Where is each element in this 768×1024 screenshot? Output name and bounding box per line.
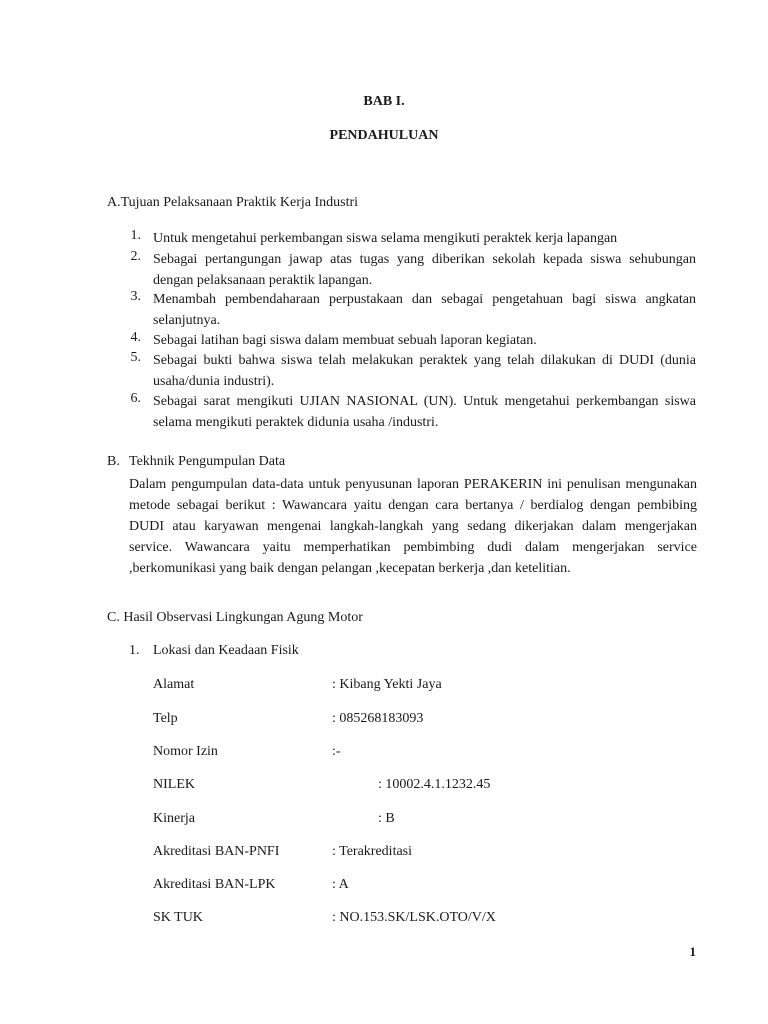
section-a-heading: A.Tujuan Pelaksanaan Praktik Kerja Industri [107, 195, 359, 210]
info-value: : NO.153.SK/LSK.OTO/V/X [332, 910, 496, 925]
info-label: Nomor Izin [153, 744, 218, 759]
info-label: Kinerja [153, 811, 195, 826]
info-value: : Kibang Yekti Jaya [332, 677, 442, 692]
info-value: : 085268183093 [332, 711, 424, 726]
list-item-text: Sebagai sarat mengikuti UJIAN NASIONAL (UN). Untuk mengetahui perkembangan siswa selama mengikuti peraktek didunia usaha /industri. [153, 394, 696, 430]
info-label: Telp [153, 711, 178, 726]
list-item-text: Sebagai bukti bahwa siswa telah melakukan peraktek yang telah dilakukan di DUDI (dunia usaha/dunia industri). [153, 353, 696, 389]
list-item-number: 2. [130, 249, 141, 264]
info-value: : B [378, 811, 395, 826]
info-value: : A [332, 877, 349, 892]
info-value: :- [332, 744, 341, 759]
section-c-sub-heading: Lokasi dan Keadaan Fisik [153, 643, 299, 658]
info-value: : 10002.4.1.1232.45 [378, 777, 491, 792]
info-label: Akreditasi BAN-LPK [153, 877, 276, 892]
section-c-heading: C. Hasil Observasi Lingkungan Agung Motor [107, 610, 363, 625]
chapter-label: BAB I. [363, 94, 405, 109]
page-number: 1 [689, 944, 696, 959]
list-item-number: 5. [130, 350, 141, 365]
info-label: Akreditasi BAN-PNFI [153, 844, 280, 859]
section-b-heading: Tekhnik Pengumpulan Data [129, 454, 286, 469]
list-item-text: Untuk mengetahui perkembangan siswa selama mengikuti peraktek kerja lapangan [153, 231, 618, 246]
list-item-text: Menambah pembendaharaan perpustakaan dan sebagai pengetahuan bagi siswa angkatan selanjutnya. [153, 292, 696, 328]
section-b-letter: B. [107, 454, 120, 469]
section-b-paragraph: Dalam pengumpulan data-data untuk penyusunan laporan PERAKERIN ini penulisan mengunakan metode sebagai berikut : Wawancara yaitu dengan cara bertanya / berdialog dengan pembibing DUDI atau karyawan mengenai langkah-langkah yang sedang dikerjakan dalam mengerjakan service. Wawancara yaitu memperhatikan pembimbing dudi dalam mengerjakan service ,berkomunikasi yang baik dengan pelangan ,kecepatan berkerja ,dan ketelitian. [129, 477, 697, 576]
info-label: Alamat [153, 677, 195, 692]
section-c-sub-number: 1. [129, 643, 140, 658]
list-item-text: Sebagai pertangungan jawap atas tugas yang diberikan sekolah kepada siswa sehubungan dengan pelaksanaan peraktik lapangan. [153, 252, 696, 288]
info-label: NILEK [153, 777, 195, 792]
info-value: : Terakreditasi [332, 844, 413, 859]
info-label: SK TUK [153, 910, 203, 925]
list-item-text: Sebagai latihan bagi siswa dalam membuat sebuah laporan kegiatan. [153, 333, 537, 348]
list-item-number: 3. [130, 289, 141, 304]
chapter-title: PENDAHULUAN [329, 128, 439, 143]
list-item-number: 6. [130, 391, 141, 406]
list-item-number: 4. [130, 330, 141, 345]
list-item-number: 1. [130, 228, 141, 243]
